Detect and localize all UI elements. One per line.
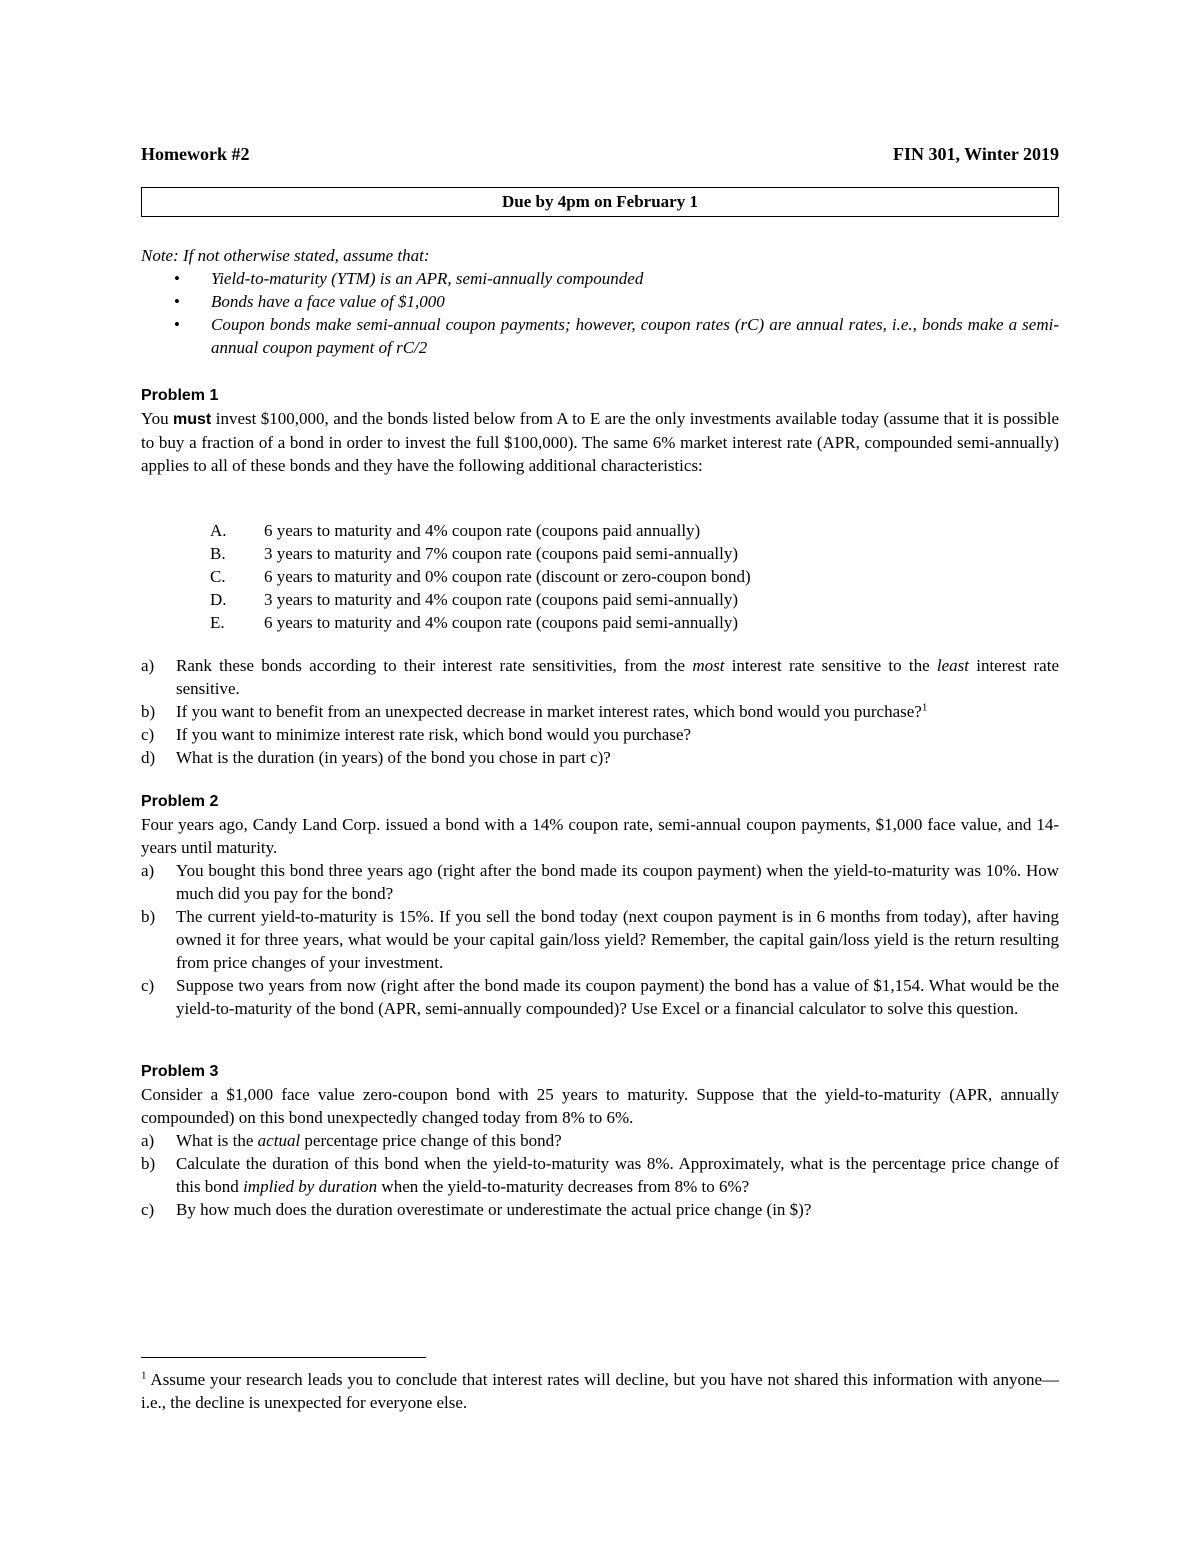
assumptions-list [141,267,1059,359]
question-item: c) If you want to minimize interest rate risk, which bond would you purchase? [141,725,692,744]
page-header [141,143,1059,166]
bond-item: A. 6 years to maturity and 4% coupon rate (coupons paid annually) [210,521,701,540]
assumption-item: • Bonds have a face value of $1,000 [141,290,1059,313]
must-emphasis: must [173,411,212,428]
question-item: a) What is the actual percentage price change of this bond? [141,1131,562,1150]
question-item: a) You bought this bond three years ago (right after the bond made its coupon payment) when the yield-to-maturity was 10%. How much did you pay for the bond? [141,861,1059,903]
question-item: b) Calculate the duration of this bond when the yield-to-maturity was 8%. Approximately, what is the percentage price change of this bond implied by duration when the yield-to-maturity decreases from 8% to 6%? [141,1154,1059,1196]
assumption-item: • Yield-to-maturity (YTM) is an APR, semi-annually compounded [141,267,1059,290]
note-lead: Note: If not otherwise stated, assume that: [141,246,430,265]
problem-1 [141,384,1059,477]
header-course-title: Homework #2 [141,144,250,164]
bond-list [210,519,910,634]
question-item: a) Rank these bonds according to their interest rate sensitivities, from the most interest rate sensitive to the least interest rate sensitive. [141,656,1059,698]
question-item: c) Suppose two years from now (right after the bond made its coupon payment) the bond has a value of $1,154. What would be the yield-to-maturity of the bond (APR, semi-annually compounded)? Use Excel or a financial calculator to solve this question. [141,976,1059,1018]
problem-2-title: Problem 2 [141,793,219,810]
question-item: c) By how much does the duration overestimate or underestimate the actual price change (in $)? [141,1200,812,1219]
question-item: b) The current yield-to-maturity is 15%. If you sell the bond today (next coupon payment is in 6 months from today), after having owned it for three years, what would be your capital gain/loss yield? Remember, the capital gain/loss yield is the return resulting from price changes of your investment. [141,907,1059,972]
question-item: d) What is the duration (in years) of the bond you chose in part c)? [141,748,611,767]
bond-item: B. 3 years to maturity and 7% coupon rate (coupons paid semi-annually) [210,544,738,563]
problem-1-intro: You must invest $100,000, and the bonds listed below from A to E are the only investments available today (assume that it is possible to buy a fraction of a bond in order to invest the full $100,000). The same 6% market interest rate (APR, compounded semi-annually) applies to all of these bonds and they have the following additional characteristics: [141,409,1059,475]
bond-item: C. 6 years to maturity and 0% coupon rate (discount or zero-coupon bond) [210,567,751,586]
problem-2-intro: Four years ago, Candy Land Corp. issued a bond with a 14% coupon rate, semi-annual coupon payments, $1,000 face value, and 14-years until maturity. [141,815,1059,857]
problem-1-questions [141,654,1059,769]
bond-item: D. 3 years to maturity and 4% coupon rate (coupons paid semi-annually) [210,590,738,609]
footnote-number: 1 [141,1369,147,1382]
footnote [141,1368,1059,1414]
header-course-term: FIN 301, Winter 2019 [892,144,1059,164]
question-item: b) If you want to benefit from an unexpected decrease in market interest rates, which bond would you purchase?$^1$ [141,701,928,721]
footnote-text: Assume your research leads you to conclude that interest rates will decline, but you have not shared this information with anyone—i.e., the decline is unexpected for everyone else. [141,1370,1059,1412]
due-date-box: Due by 4pm on February 1 [141,187,1059,217]
problem-3-intro: Consider a $1,000 face value zero-coupon bond with 25 years to maturity. Suppose that the yield-to-maturity (APR, annually compounded) on this bond unexpectedly changed today from 8% to 6%. [141,1085,1059,1127]
problem-2 [141,790,1059,1020]
assumptions-note [141,244,1059,359]
problem-3 [141,1060,1059,1221]
assumption-item: • Coupon bonds make semi-annual coupon payments; however, coupon rates (rC) are annual rates, i.e., bonds make a semi-annual coupon payment of rC/2 [141,313,1059,359]
footnote-ref: 1 [921,701,928,714]
problem-1-title: Problem 1 [141,387,219,404]
bond-item: E. 6 years to maturity and 4% coupon rate (coupons paid semi-annually) [210,613,738,632]
footnote-divider [141,1357,426,1358]
problem-3-title: Problem 3 [141,1063,219,1080]
